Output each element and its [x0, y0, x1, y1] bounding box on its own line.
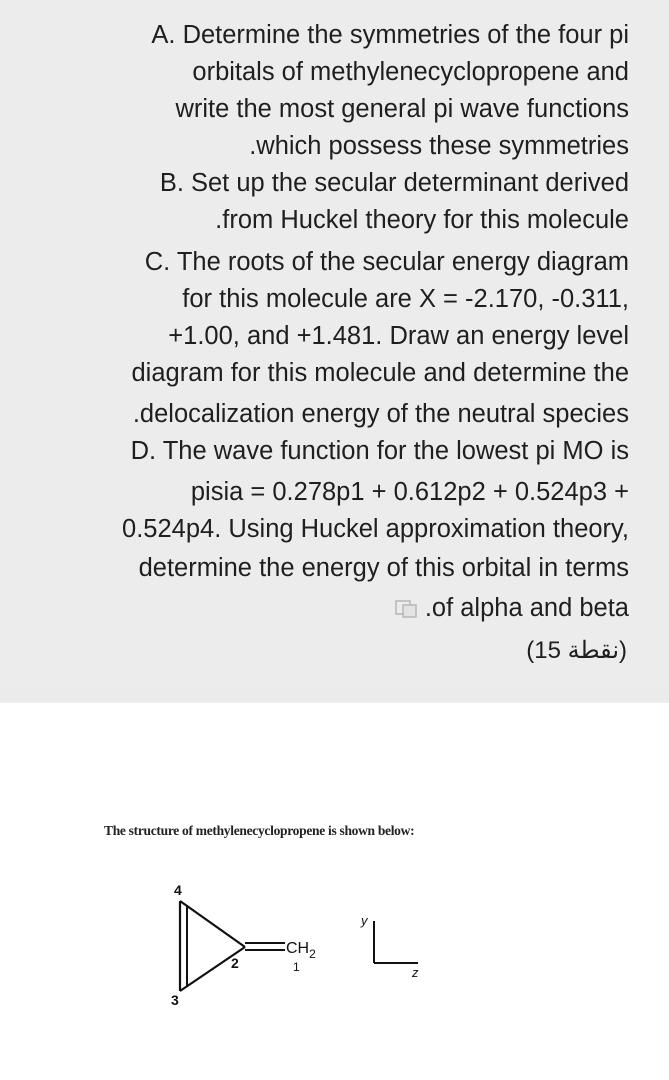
question-line-c5: .delocalization energy of the neutral species — [132, 400, 629, 428]
atom-label-2: 2 — [231, 955, 239, 971]
axis-label-y: y — [361, 913, 368, 928]
figure-caption: The structure of methylenecyclopropene is shown below: — [104, 823, 415, 838]
translate-icon[interactable] — [395, 600, 417, 618]
question-line-d3: 0.524p4. Using Huckel approximation theory, — [122, 515, 629, 543]
question-line-a2: orbitals of methylenecyclopropene and — [192, 58, 629, 86]
marks-label: (نقطة 15) — [526, 637, 627, 664]
question-line-c4: diagram for this molecule and determine the — [131, 359, 629, 387]
ch2-subscript: 2 — [309, 947, 316, 961]
question-line-a1: A. Determine the symmetries of the four pi — [151, 21, 629, 49]
question-line-c2: for this molecule are X = -2.170, -0.311, — [182, 285, 629, 313]
question-line-a3: write the most general pi wave functions — [175, 95, 629, 123]
question-line-c3: +1.00, and +1.481. Draw an energy level — [168, 322, 629, 350]
atom-label-4: 4 — [174, 882, 182, 898]
figure-card — [0, 703, 669, 1080]
question-line-d4: determine the energy of this orbital in terms — [138, 554, 629, 582]
question-line-b1: B. Set up the secular determinant derived — [159, 169, 629, 197]
question-line-a4: .which possess these symmetries — [249, 132, 629, 160]
question-line-b2: .from Huckel theory for this molecule — [215, 206, 629, 234]
atom-label-1: 1 — [293, 960, 300, 974]
molecule-diagram — [150, 881, 450, 1011]
question-line-d1: D. The wave function for the lowest pi MO is — [130, 437, 629, 465]
axis-label-z: z — [412, 965, 419, 980]
question-line-d5-text: .of alpha and beta — [424, 594, 629, 622]
ring-bonds — [180, 901, 245, 991]
question-line-c1: C. The roots of the secular energy diagram — [144, 248, 629, 276]
question-line-d5 — [395, 590, 629, 626]
ch2-text: CH — [286, 940, 310, 957]
exocyclic-double-bond — [245, 943, 285, 950]
question-line-d2: pisia = 0.278p1 + 0.612p2 + 0.524p3 + — [190, 478, 629, 506]
ch2-label — [286, 940, 316, 961]
atom-label-3: 3 — [171, 992, 179, 1008]
axis-indicator — [360, 913, 419, 980]
